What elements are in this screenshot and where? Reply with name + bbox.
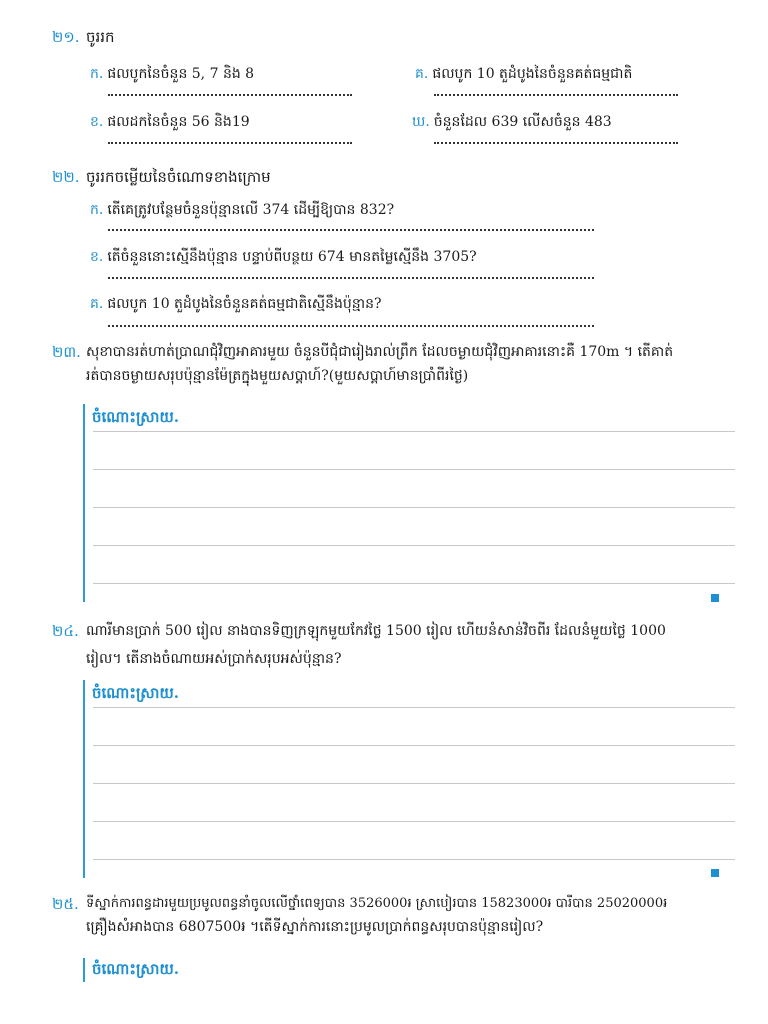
q23-text-line2: រត់បានចម្ងាយសរុបប៉ុន្មានម៉ែត្រក្នុងមួយសប្តាហ៍?(មួយសប្តាហ៍មានប្រាំពីរថ្ងៃ) [86,368,469,384]
q24-answer-rule[interactable] [93,859,735,860]
q21-item-b [90,112,250,133]
q21-a-text: ផលបូកនៃចំនួន 5, 7 និង 8 [107,66,255,82]
q24-answer-rule[interactable] [93,821,735,822]
q21-item-d [412,112,612,133]
q23-end-marker [711,594,719,602]
q21-d-text: ចំនួនដែល 639 លើសចំនួន 483 [433,114,612,130]
q21-b-answer-line[interactable] [108,142,352,144]
q24-end-marker [711,869,719,877]
q22-number: ២២. [52,168,80,186]
q24-number: ២៤. [52,622,79,640]
q21-a-label: ក. [90,66,104,82]
q23-answer-rule[interactable] [93,507,735,508]
q21-item-c [415,64,632,85]
q23-text-line1: សុខាបានរត់ហាត់ប្រាណជុំវិញអាគារមួយ ចំនួនបីជុំជារៀងរាល់ព្រឹក ដែលចម្ងាយជុំវិញអាគារនោះគឺ 170m ។ តើគាត់ [86,344,674,360]
q23-answer-rule[interactable] [93,469,735,470]
q24-answer-rule[interactable] [93,783,735,784]
q25-solution-label: ចំណោះស្រាយ. [92,960,179,978]
q22-item-c [90,294,382,315]
q22-a-text: តើគេត្រូវបន្ថែមចំនួនប៉ុន្មានលើ 374 ដើម្បីឱ្យបាន 832? [107,202,395,218]
q22-instruction: ចូររកចម្លើយនៃចំណោទខាងក្រោម [86,168,271,186]
q21-a-answer-line[interactable] [108,94,352,96]
q21-d-label: ឃ. [412,114,430,130]
q25-solution-bar [83,958,85,982]
q24-text-line2: រៀល។ តើនាងចំណាយអស់ប្រាក់សរុបអស់ប៉ុន្មាន? [86,651,342,667]
q25-text-line2: គ្រឿងសំអាងបាន 6807500៛ ។តើទីស្នាក់ការនោះប្រមូលប្រាក់ពន្ធសរុបបានប៉ុន្មានរៀល? [86,919,544,935]
q23-number: ២៣. [52,343,81,361]
q22-c-answer-line[interactable] [108,325,594,327]
q24-answer-rule[interactable] [93,707,735,708]
q22-item-a [90,200,394,221]
q22-c-text: ផលបូក 10 តួដំបូងនៃចំនួនគត់ធម្មជាតិស្មើនឹងប៉ុន្មាន? [107,296,382,312]
q21-instruction: ចូររក [86,28,115,46]
q24-answer-rule[interactable] [93,745,735,746]
q23-answer-rule[interactable] [93,431,735,432]
q24-text-line1: ណារីមានប្រាក់ 500 រៀល នាងបានទិញក្រឡុកមួយកែវថ្លៃ 1500 រៀល ហើយនំសាន់វិចពីរ ដែលនំមួយថ្លៃ 1000 [86,623,666,639]
q22-b-answer-line[interactable] [108,277,594,279]
q21-item-a [90,64,254,85]
q21-c-label: គ. [415,66,429,82]
q24-solution-bar [83,680,85,878]
q23-answer-rule[interactable] [93,583,735,584]
q23-solution-label: ចំណោះស្រាយ. [92,408,179,426]
q21-c-text: ផលបូក 10 តួដំបូងនៃចំនួនគត់ធម្មជាតិ [432,66,633,82]
q23-answer-rule[interactable] [93,545,735,546]
q21-c-answer-line[interactable] [434,94,678,96]
q22-a-answer-line[interactable] [108,229,594,231]
q21-d-answer-line[interactable] [434,142,678,144]
q22-b-text: តើចំនួននោះស្មើនឹងប៉ុន្មាន បន្ទាប់ពីបន្ថយ 674 មានតម្លៃស្មើនឹង 3705? [107,249,477,265]
q22-item-b [90,247,477,268]
q21-number: ២១. [52,28,80,46]
q21-b-label: ខ. [90,114,104,130]
q25-number: ២៥. [52,895,79,913]
q22-a-label: ក. [90,202,104,218]
q22-c-label: គ. [90,296,104,312]
q22-b-label: ខ. [90,249,104,265]
q23-solution-bar [83,404,85,602]
q21-b-text: ផលដកនៃចំនួន 56 និង19 [107,114,250,130]
q24-solution-label: ចំណោះស្រាយ. [92,684,179,702]
q25-text-line1: ទីស្នាក់ការពន្ធដារមួយប្រមូលពន្ធនាំចូលលើថ្នាំពេទ្យបាន 3526000៛ ស្រាបៀរបាន 15823000៛ បារីបាន 25020000៛ [86,896,668,911]
